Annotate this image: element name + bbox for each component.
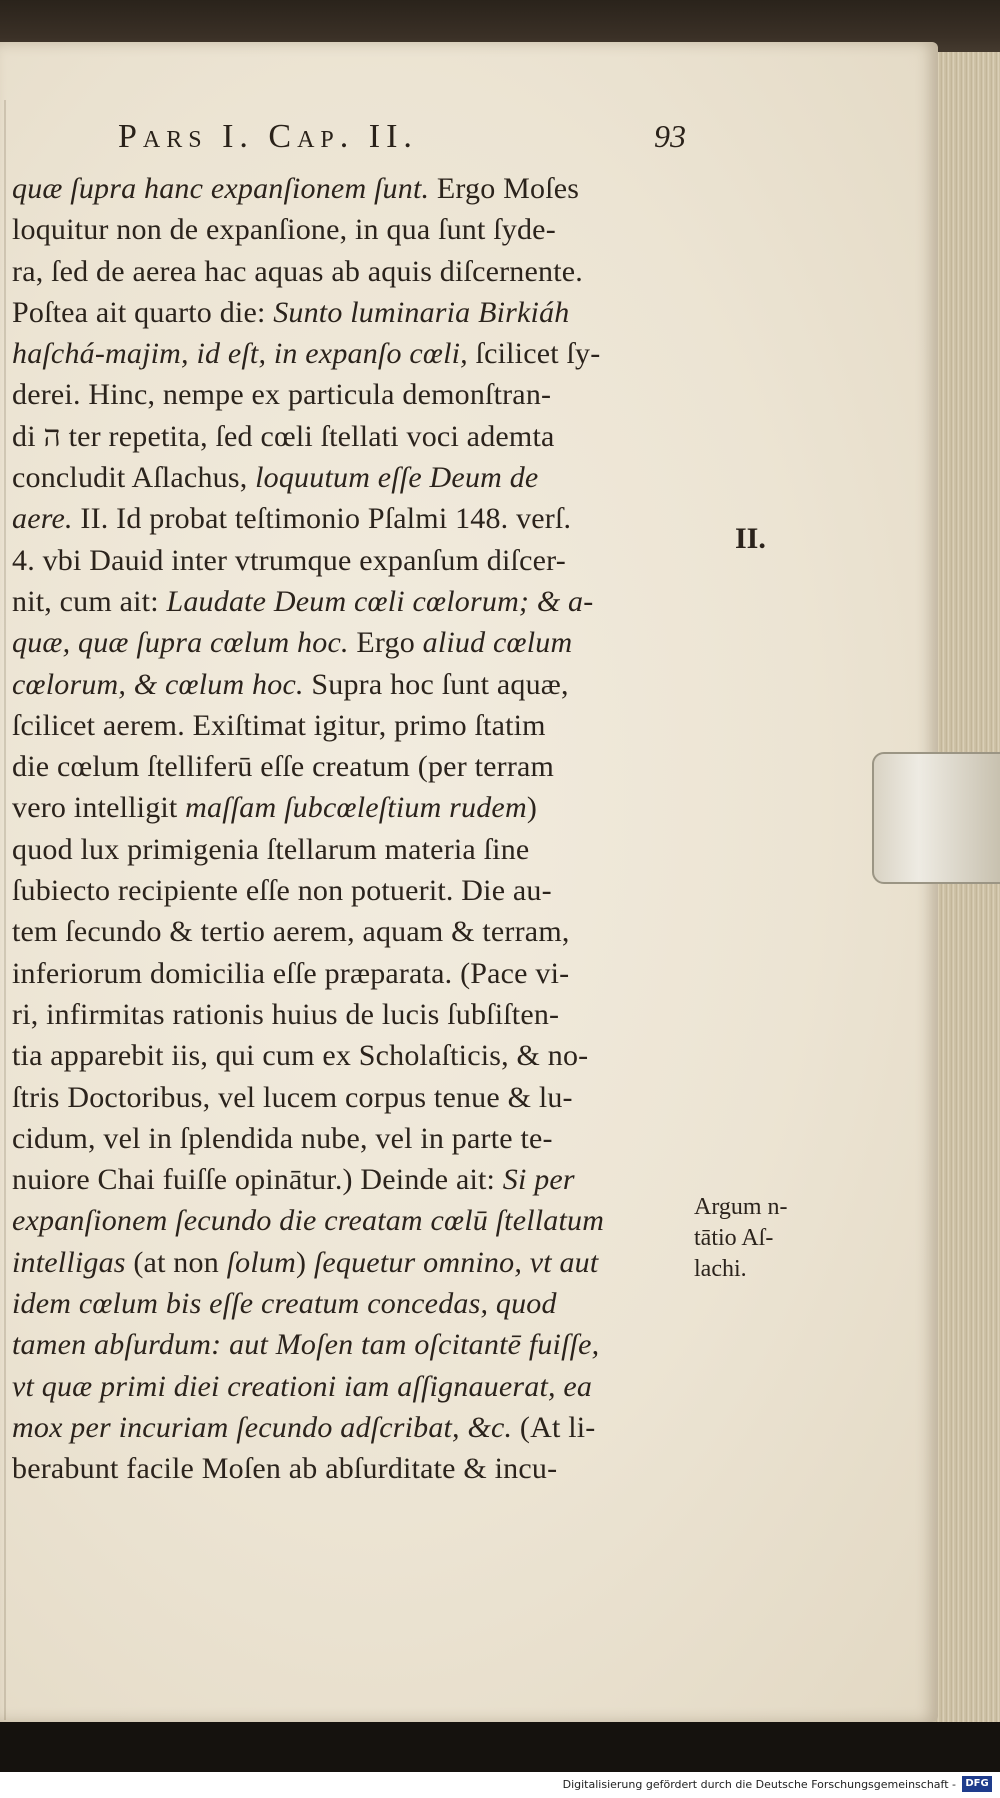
dfg-logo: DFG	[962, 1776, 992, 1792]
roman-text: tia apparebit iis, qui cum ex Scholaſticis, & no-	[12, 1039, 589, 1073]
book-bottom-edge	[0, 1722, 1000, 1772]
roman-text: II. Id probat teſtimonio Pſalmi 148. verſ.	[72, 502, 572, 536]
text-line	[12, 664, 702, 705]
margin-note-line: lachi.	[694, 1256, 747, 1282]
text-line	[12, 1242, 702, 1283]
roman-text: cidum, vel in ſplendida nube, vel in parte te-	[12, 1121, 553, 1155]
text-line	[12, 416, 702, 457]
text-line	[12, 1159, 702, 1200]
text-line	[12, 292, 702, 333]
roman-text: vero intelligit	[12, 791, 186, 825]
italic-text: aere.	[12, 502, 73, 536]
roman-text: inferiorum domicilia eſſe præparata. (Pace vi-	[12, 956, 570, 990]
roman-text: ſubiecto recipiente eſſe non potuerit. Die au-	[12, 874, 552, 908]
roman-text: tem ſecundo & tertio aerem, aquam & terram,	[12, 915, 570, 949]
footer-credit: Digitalisierung gefördert durch die Deutsche Forschungsgemeinschaft -	[562, 1778, 956, 1791]
text-line	[12, 622, 702, 663]
roman-text: 4. vbi Dauid inter vtrumque expanſum diſcer-	[12, 543, 566, 577]
text-line	[12, 1200, 702, 1241]
text-line	[12, 1035, 702, 1076]
roman-text: (At li-	[512, 1410, 596, 1444]
italic-text: vt quæ primi diei creationi iam aſſignauerat, ea	[12, 1369, 593, 1403]
italic-text: idem cœlum bis eſſe creatum concedas, quod	[12, 1287, 557, 1321]
text-line	[12, 209, 702, 250]
italic-text: Si per	[502, 1163, 575, 1197]
roman-text: ri, infirmitas rationis huius de lucis ſubſiſten-	[12, 997, 560, 1031]
roman-text: )	[295, 1245, 314, 1279]
italic-text: ſequetur omnino, vt aut	[313, 1245, 599, 1279]
roman-text: Ergo	[348, 626, 423, 660]
text-line	[12, 498, 702, 539]
roman-text: ſcilicet ſy-	[467, 337, 601, 371]
roman-text: concludit Aſlachus,	[12, 461, 256, 495]
text-line	[12, 251, 702, 292]
text-line	[12, 1366, 702, 1407]
text-line	[12, 829, 702, 870]
roman-text: (at non	[125, 1245, 227, 1279]
roman-text: berabunt facile Moſen ab abſurditate & incu-	[12, 1452, 558, 1486]
roman-text: loquitur non de expanſione, in qua ſunt ſyde-	[12, 213, 556, 247]
text-line	[12, 787, 702, 828]
text-line	[12, 1283, 702, 1324]
italic-text: expanſionem ſecundo die creatam cœlū ſtellatum	[12, 1204, 605, 1238]
text-line	[12, 168, 702, 209]
text-line	[12, 374, 702, 415]
roman-text: ra, ſed de aerea hac aquas ab aquis diſcernente.	[12, 254, 583, 288]
text-line	[12, 994, 702, 1035]
text-line	[12, 540, 702, 581]
italic-text: ſolum	[226, 1245, 296, 1279]
page-edges	[928, 52, 1000, 1724]
italic-text: Sunto luminaria Birkiáh	[273, 295, 570, 329]
italic-text: tamen abſurdum: aut Moſen tam oſcitantē fuiſſe,	[12, 1328, 600, 1362]
page-clip	[872, 752, 1000, 884]
roman-text: Supra hoc ſunt aquæ,	[303, 667, 569, 701]
roman-text: di ה ter repetita, ſed cœli ſtellati voci ademta	[12, 419, 555, 453]
text-line	[12, 333, 702, 374]
footer-bar	[0, 1772, 1000, 1798]
margin-note-roman: II.	[735, 522, 766, 555]
italic-text: maſſam ſubcœleſtium rudem	[185, 791, 527, 825]
roman-text: ſcilicet aerem. Exiſtimat igitur, primo ſtatim	[12, 708, 546, 742]
italic-text: aliud cœlum	[422, 626, 573, 660]
text-line	[12, 581, 702, 622]
roman-text: derei. Hinc, nempe ex particula demonſtran-	[12, 378, 552, 412]
italic-text: loquutum eſſe Deum de	[255, 461, 539, 495]
roman-text: nit, cum ait:	[12, 584, 167, 618]
text-line	[12, 870, 702, 911]
margin-note-line: tātio Aſ-	[694, 1225, 774, 1251]
italic-text: haſchá-majim, id eſt, in expanſo cœli,	[12, 337, 468, 371]
italic-text: quæ, quæ ſupra cœlum hoc.	[12, 626, 349, 660]
margin-note-line: Argum n-	[694, 1194, 788, 1220]
roman-text: )	[526, 791, 538, 825]
margin-note-argument	[694, 1192, 788, 1285]
body-text	[12, 168, 702, 1490]
italic-text: quæ ſupra hanc expanſionem ſunt.	[12, 172, 430, 205]
gutter-shadow	[4, 100, 6, 1720]
italic-text: mox per incuriam ſecundo adſcribat, &c.	[12, 1410, 513, 1444]
text-line	[12, 1448, 702, 1489]
italic-text: cœlorum, & cœlum hoc.	[12, 667, 304, 701]
roman-text: Ergo Moſes	[429, 172, 580, 205]
text-line	[12, 1077, 702, 1118]
text-line	[12, 953, 702, 994]
italic-text: Laudate Deum cœli cœlorum; & a-	[166, 584, 594, 618]
roman-text: Poſtea ait quarto die:	[12, 295, 274, 329]
roman-text: die cœlum ſtelliferū eſſe creatum (per terram	[12, 750, 555, 784]
text-line	[12, 746, 702, 787]
text-line	[12, 705, 702, 746]
text-line	[12, 1118, 702, 1159]
page-number: 93	[654, 118, 686, 154]
text-line	[12, 911, 702, 952]
roman-text: quod lux primigenia ſtellarum materia ſine	[12, 832, 530, 866]
text-line	[12, 1324, 702, 1365]
italic-text: intelligas	[12, 1245, 126, 1279]
roman-text: ſtris Doctoribus, vel lucem corpus tenue & lu-	[12, 1080, 573, 1114]
roman-text: nuiore Chai fuiſſe opinātur.) Deinde ait:	[12, 1163, 503, 1197]
running-head: Pars I. Cap. II.	[118, 118, 418, 155]
text-line	[12, 1407, 702, 1448]
text-line	[12, 457, 702, 498]
